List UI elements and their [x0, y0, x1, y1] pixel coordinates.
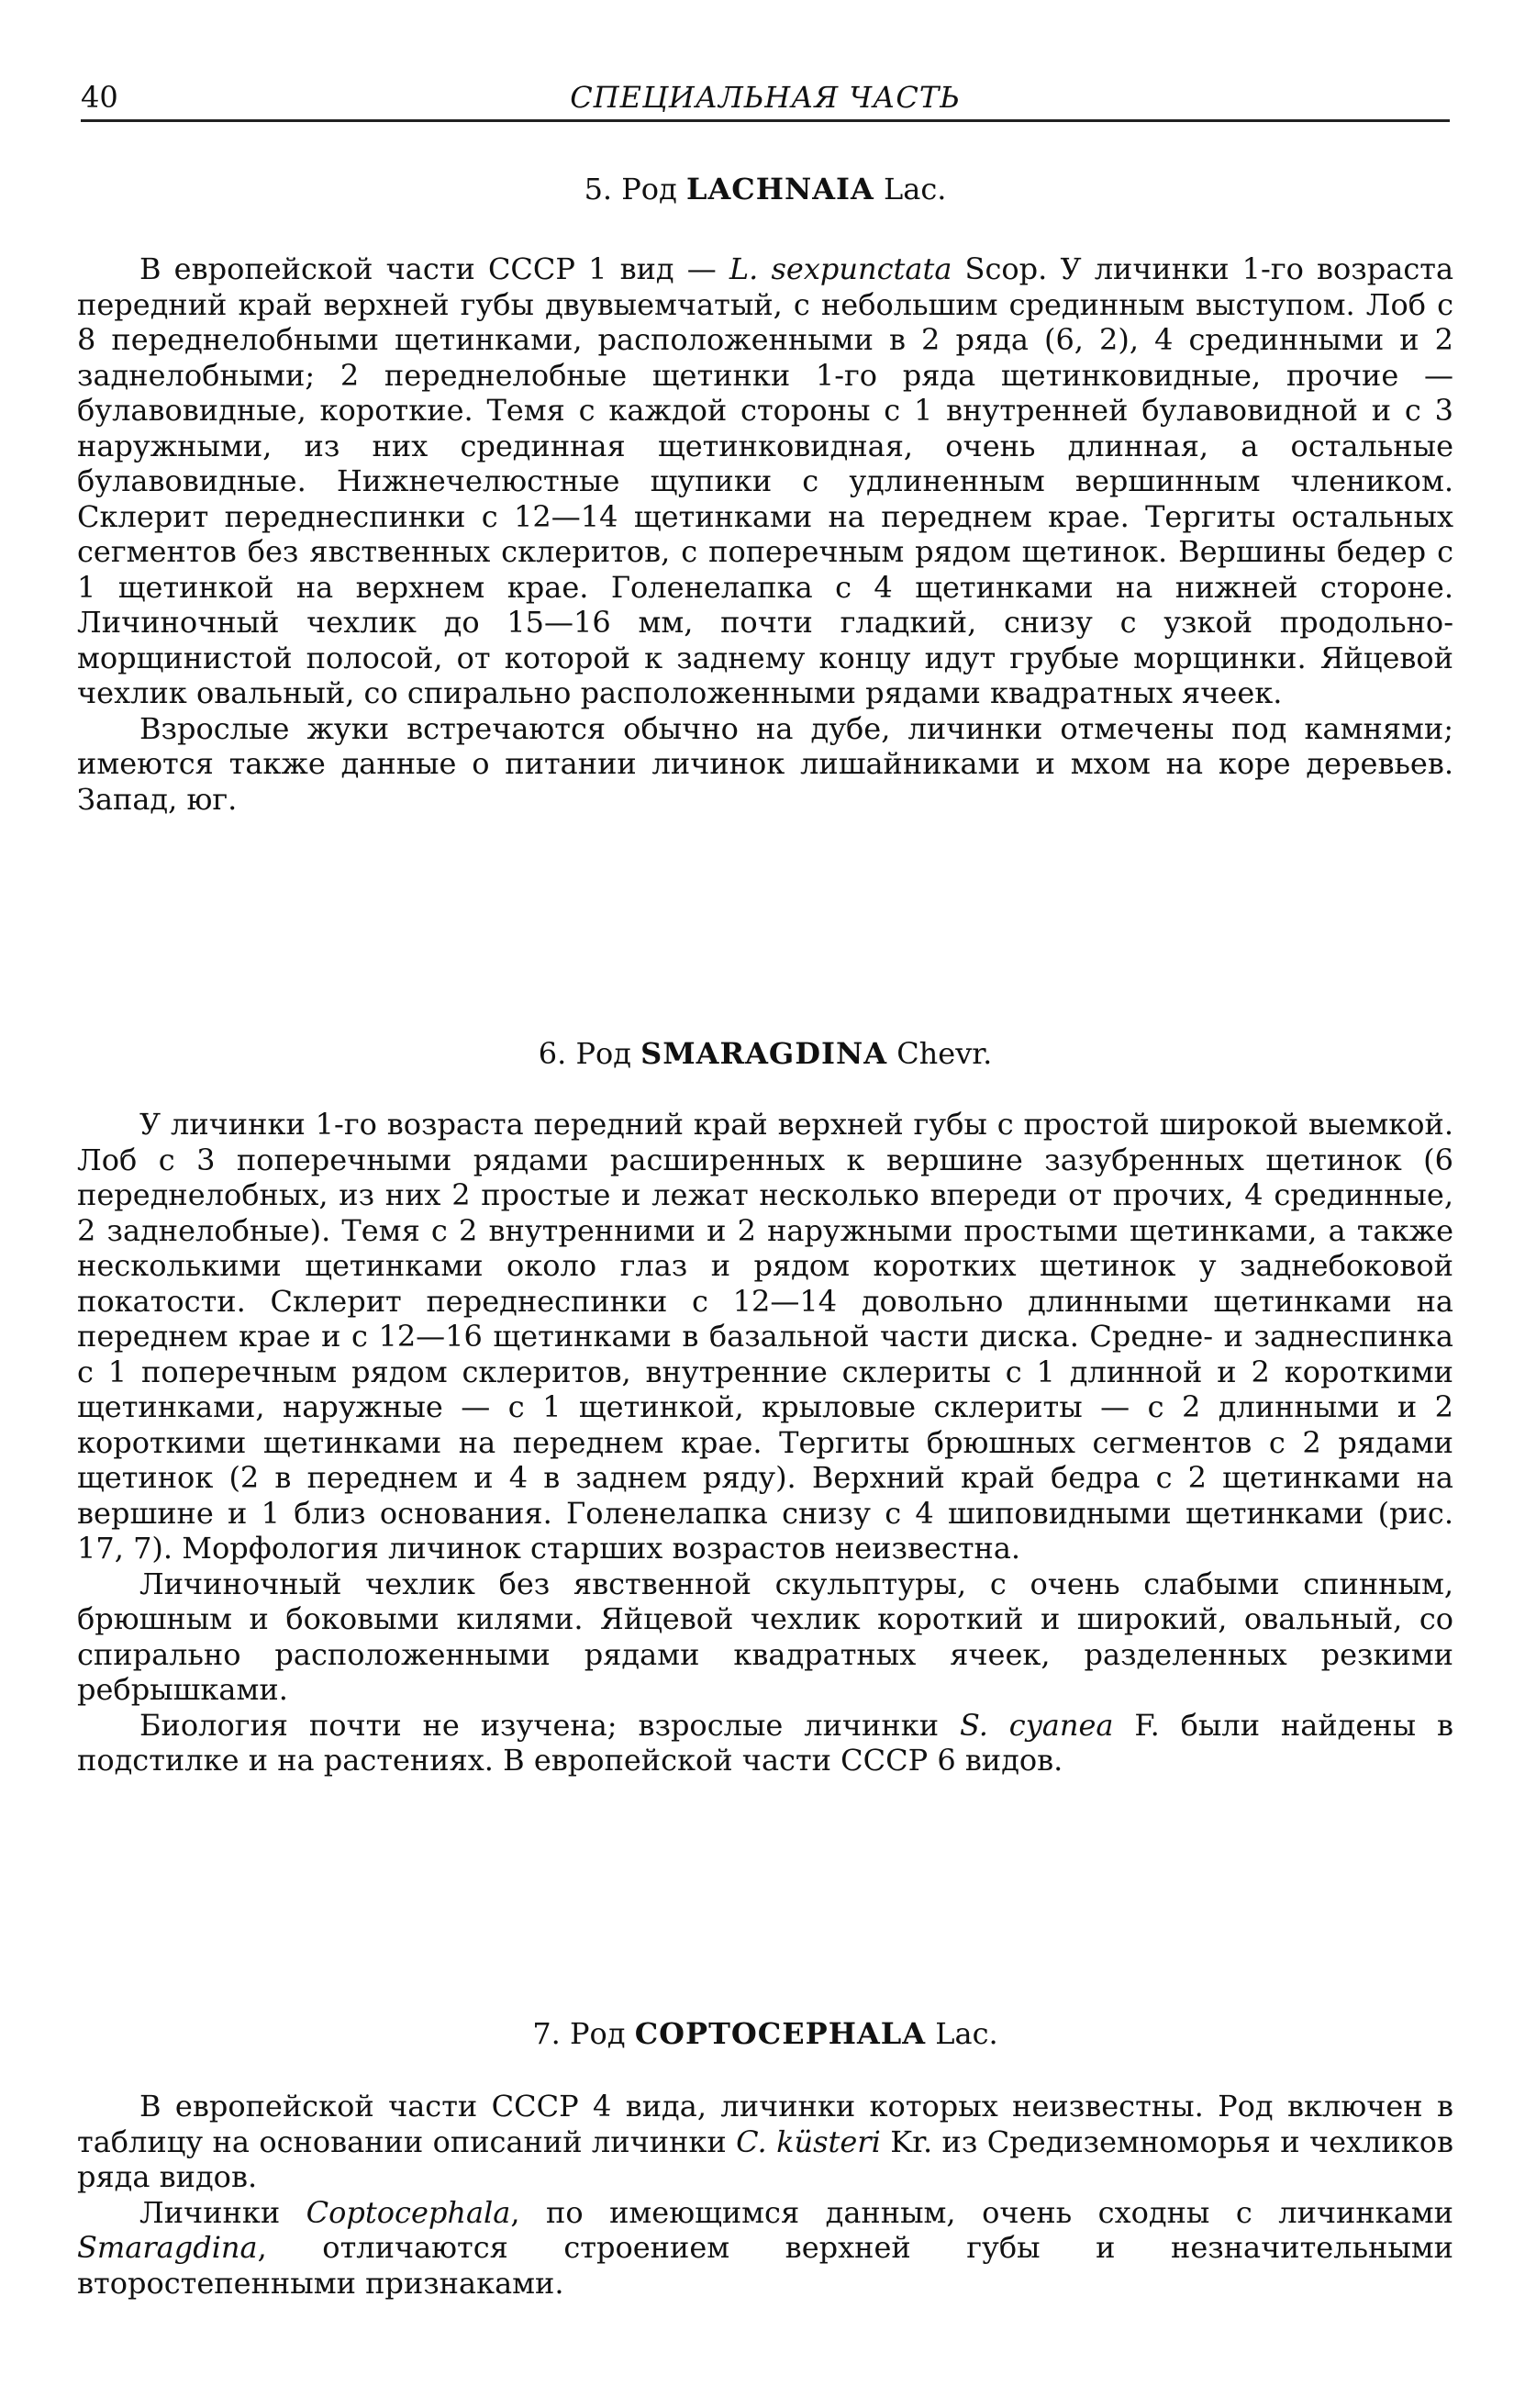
- section-number: 5.: [584, 172, 613, 206]
- page-number: 40: [81, 80, 118, 115]
- paragraph: [77, 711, 1453, 818]
- section-heading: [77, 1035, 1453, 1072]
- genus-name: LACHNAIA: [685, 172, 874, 206]
- genus-author: Lac.: [884, 172, 947, 206]
- text-run: В европейской части СССР 1 вид —: [139, 251, 729, 286]
- paragraph: [77, 1107, 1453, 1566]
- genus-author: Lac.: [935, 2016, 998, 2051]
- genus-mention: Smaragdina: [77, 2230, 258, 2265]
- section-heading: [77, 2015, 1453, 2052]
- paragraph: [77, 2195, 1453, 2302]
- section-rod: Род: [621, 172, 677, 206]
- text-run: Личиночный чехлик без явственной скульптуры, с очень слабыми спинным, брюшным и боковыми килями. Яйцевой чехлик короткий и широкий, овальный, со спирально расположенными рядами квадратных ячеек, разделенных резкими ребрышками.: [77, 1566, 1453, 1707]
- section-number: 6.: [538, 1036, 567, 1071]
- text-run: Kr. из Средиземноморья и чехликов ряда видов.: [77, 2124, 1454, 2194]
- text-run: У личинки 1-го возраста передний край верхней губы с простой широкой выемкой. Лоб с 3 поперечными рядами расширенных к вершине зазубренных щетинок (6 переднелобных, из них 2 простые и лежат несколько впереди от прочих, 4 срединные, 2 заднелобные). Темя с 2 внутренними и 2 наружными простыми щетинками, а также несколькими щетинками около глаз и рядом коротких щетинок у заднебоковой покатости. Склерит переднеспинки с 12—14 довольно длинными щетинками на переднем крае и с 12—16 щетинками в базальной части диска. Средне- и заднеспинка с 1 поперечным рядом склеритов, внутренние склериты с 1 длинной и 2 короткими щетинками, наружные — с 1 щетинкой, крыловые склериты — с 2 длинными и 2 короткими щетинками на переднем крае. Тергиты брюшных сегментов с 2 рядами щетинок (2 в переднем и 4 в заднем ряду). Верхний край бедра с 2 щетинками на вершине и 1 близ основания. Голенелапка снизу с 4 шиповидными щетинками (рис. 17, 7). Морфология личинок старших возрастов неизвестна.: [77, 1107, 1453, 1566]
- text-run: Биология почти не изучена; взрослые личинки: [139, 1707, 960, 1743]
- section-coptocephala: [77, 2015, 1453, 2052]
- species-name: S. cyanea: [959, 1707, 1114, 1743]
- paragraph: [77, 2089, 1453, 2195]
- text-run: , по имеющимся данным, очень сходны с личинками: [510, 2194, 1454, 2230]
- species-name: L. sexpunctata: [729, 251, 952, 286]
- running-head: [81, 79, 1450, 122]
- text-run: F. были найдены в подстилке и на растениях. В европейской части СССР 6 видов.: [77, 1707, 1454, 1778]
- section-coptocephala-body: [77, 2089, 1453, 2301]
- section-smaragdina: [77, 1035, 1453, 1072]
- text-run: Scop. У личинки 1-го возраста передний край верхней губы двувыемчатый, с небольшим срединным выступом. Лоб с 8 переднелобными щетинками, расположенными в 2 ряда (6, 2), 4 срединными и 2 заднелобными; 2 переднелобные щетинки 1-го ряда щетинковидные, прочие — булавовидные, короткие. Темя с каждой стороны с 1 внутренней булавовидной и с 3 наружными, из них срединная щетинковидная, очень длинная, а остальные булавовидные. Нижнечелюстные щупики с удлиненным вершинным члеником. Склерит переднеспинки с 12—14 щетинками на переднем крае. Тергиты остальных сегментов без явственных склеритов, с поперечным рядом щетинок. Вершины бедер с 1 щетинкой на верхнем крае. Голенелапка с 4 щетинками на нижней стороне. Личиночный чехлик до 15—16 мм, почти гладкий, снизу с узкой продольно-морщинистой полосой, от которой к заднему концу идут грубые морщинки. Яйцевой чехлик овальный, со спирально расположенными рядами квадратных ячеек.: [77, 251, 1454, 710]
- section-rod: Род: [570, 2016, 626, 2051]
- section-rod: Род: [575, 1036, 631, 1071]
- genus-name: COPTOCEPHALA: [634, 2016, 927, 2051]
- genus-author: Chevr.: [896, 1036, 993, 1071]
- section-heading: [77, 171, 1453, 207]
- section-number: 7.: [532, 2016, 561, 2051]
- paragraph: [77, 1566, 1453, 1708]
- text-run: В европейской части СССР 4 вида, личинки которых неизвестны. Род включен в таблицу на основании описаний личинки: [77, 2089, 1453, 2159]
- paragraph: [77, 251, 1453, 711]
- paragraph: [77, 1708, 1453, 1778]
- section-smaragdina-body: [77, 1107, 1453, 1778]
- species-name: C. küsteri: [736, 2124, 881, 2159]
- genus-name: SMARAGDINA: [640, 1036, 888, 1071]
- section-lachnaia: [77, 171, 1453, 207]
- text-run: Личинки: [139, 2194, 306, 2230]
- running-title: СПЕЦИАЛЬНАЯ ЧАСТЬ: [570, 80, 961, 115]
- text-run: Взрослые жуки встречаются обычно на дубе, личинки отмечены под камнями; имеются также данные о питании личинок лишайниками и мхом на коре деревьев. Запад, юг.: [77, 710, 1453, 817]
- section-lachnaia-body: [77, 251, 1453, 817]
- genus-mention: Coptocephala: [306, 2194, 511, 2230]
- text-run: , отличаются строением верхней губы и незначительными второстепенными признаками.: [77, 2230, 1453, 2301]
